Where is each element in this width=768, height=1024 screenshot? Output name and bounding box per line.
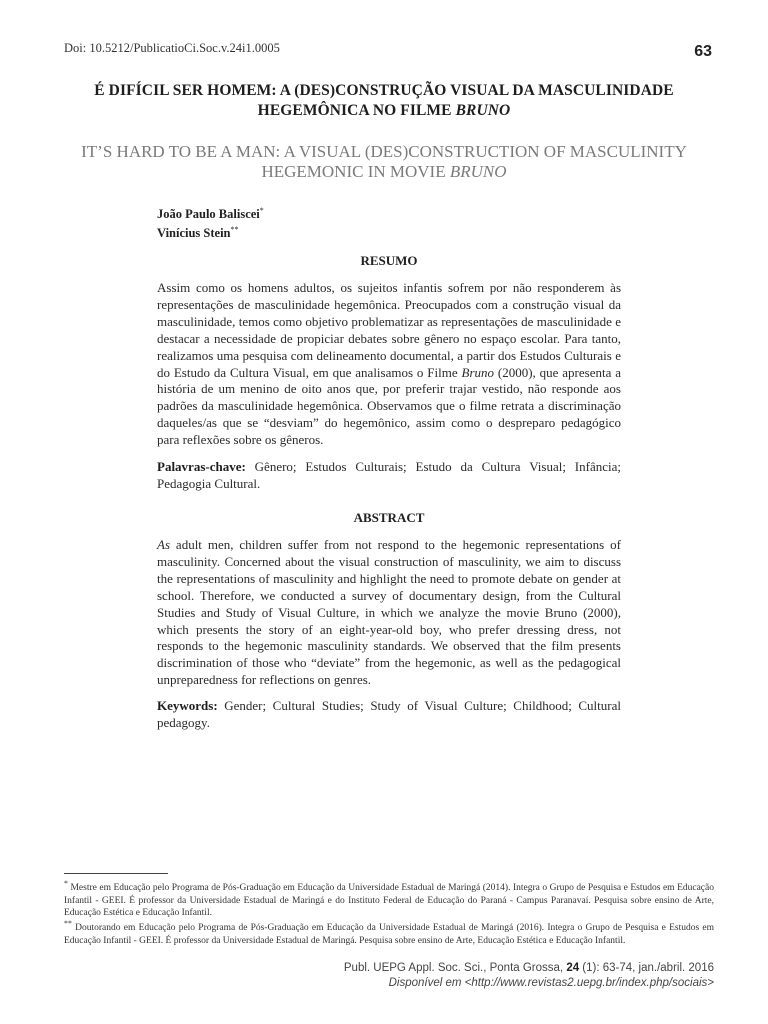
doi-reference: Doi: 10.5212/PublicatioCi.Soc.v.24i1.0005 — [64, 41, 280, 55]
author-1 — [157, 203, 264, 222]
abstract-body — [157, 537, 621, 689]
title-english — [40, 142, 728, 182]
resumo-body — [157, 280, 621, 449]
footnote-2-text: Doutorando em Educação pelo Programa de Pós-Graduação em Educação da Universidade Estadual de Maringá (2016). Integra o Grupo de Pesquisa e Estudos em Educação Infantil - GEEI. É professor da Universidade Estadual de Maringá. Pesquisa sobre ensino de Arte, Educação Estética e Educação Infantil. — [64, 923, 714, 946]
page-number: 63 — [694, 43, 712, 60]
title-pt-line2: HEGEMÔNICA NO FILME — [257, 102, 456, 119]
resumo-keywords — [157, 458, 621, 492]
title-portuguese — [40, 81, 728, 121]
resumo-text-part1: Assim como os homens adultos, os sujeitos infantis sofrem por não responderem às representações de masculinidade hegemônica. Preocupados com a construção visual da masculinidade, temos como objetivo problematizar as representações de masculinidade e destacar a necessidade de propiciar debates sobre gênero no espaço escolar. Para tanto, realizamos uma pesquisa com delineamento documental, a partir dos Estudos Culturais e do Estudo da Cultura Visual, em que analisamos o Filme — [157, 280, 621, 380]
availability-link[interactable] — [389, 977, 714, 989]
resumo-text-part2: (2000), que apresenta a história de um menino de oito anos que, por preferir trajar vestido, não responde aos padrões da masculinidade hegemônica. Observamos que o filme retrata a discriminação daqueles/as que se “desviam” do hegemônico, assim como o despreparo pedagógico para reflexões sobre os gêneros. — [157, 364, 622, 448]
abstract-keywords-label: Keywords: — [157, 698, 218, 713]
resumo-film-name: Bruno — [461, 364, 494, 380]
resumo-keywords-text: Gênero; Estudos Culturais; Estudo da Cultura Visual; Infância; Pedagogia Cultural. — [157, 459, 621, 491]
abstract-keywords-text: Gender; Cultural Studies; Study of Visual Culture; Childhood; Cultural pedagogy. — [157, 698, 621, 730]
footnote-2 — [64, 918, 714, 947]
journal-citation — [344, 962, 714, 974]
resumo-heading: RESUMO — [360, 253, 418, 268]
author-list — [157, 203, 264, 241]
author-1-name: João Paulo Baliscei — [157, 207, 260, 222]
footnote-2-mark: ** — [64, 919, 72, 928]
resumo-keywords-label: Palavras-chave: — [157, 459, 246, 474]
abstract-text: adult men, children suffer from not respond to the hegemonic representations of masculinity. Concerned about the visual construction of masculinity, we aim to discuss the representations of masculinity and highlight the need to promote debate on gender at school. Therefore, we conducted a survey of documentary design, from the Cultural Studies and Study of Visual Culture, in which we analyze the movie Bruno (2000), which presents the story of an eight-year-old boy, who prefer dressing dress, not responds to the hegemonic masculinity standards. We observed that the film presents discrimination of those who “deviate” from the hegemonic, as well as the pedagogical unpreparedness for reflections on genres. — [157, 537, 621, 688]
availability-text[interactable]: Disponível em <http://www.revistas2.uepg.br/index.php/sociais> — [388, 977, 714, 989]
abstract-italic-start: As — [157, 537, 170, 552]
journal-citation-suffix: (1): 63-74, jan./abril. 2016 — [579, 962, 714, 974]
title-en-line2: HEGEMONIC IN MOVIE — [261, 162, 450, 181]
abstract-keywords — [157, 697, 621, 731]
footnote-divider — [64, 873, 168, 874]
footnote-1-text: Mestre em Educação pelo Programa de Pós-Graduação em Educação da Universidade Estadual de Maringá (2014). Integra o Grupo de Pesquisa e Estudos em Educação Infantil - GEEI. É professor da Universidade Estadual de Maringá e do Instituto Federal de Educação do Paraná - Campus Paranavaí. Pesquisa sobre ensino de Arte, Educação Estética e Educação Infantil. — [64, 883, 714, 919]
abstract-heading: ABSTRACT — [353, 510, 425, 525]
title-en-line1: IT’S HARD TO BE A MAN: A VISUAL (DES)CONSTRUCTION OF MASCULINITY — [81, 142, 687, 161]
title-pt-line1: É DIFÍCIL SER HOMEM: A (DES)CONSTRUÇÃO VISUAL DA MASCULINIDADE — [94, 82, 674, 99]
footnote-1 — [64, 878, 714, 920]
author-1-mark: * — [259, 206, 264, 215]
journal-volume: 24 — [566, 962, 580, 974]
title-en-film-name: BRUNO — [449, 162, 507, 181]
journal-citation-prefix: Publ. UEPG Appl. Soc. Sci., Ponta Grossa, — [343, 962, 567, 974]
author-2 — [157, 222, 264, 241]
author-2-name: Vinícius Stein — [157, 226, 231, 241]
title-pt-film-name: BRUNO — [455, 102, 511, 119]
author-2-mark: ** — [230, 225, 239, 235]
footnote-1-mark: * — [64, 879, 68, 888]
